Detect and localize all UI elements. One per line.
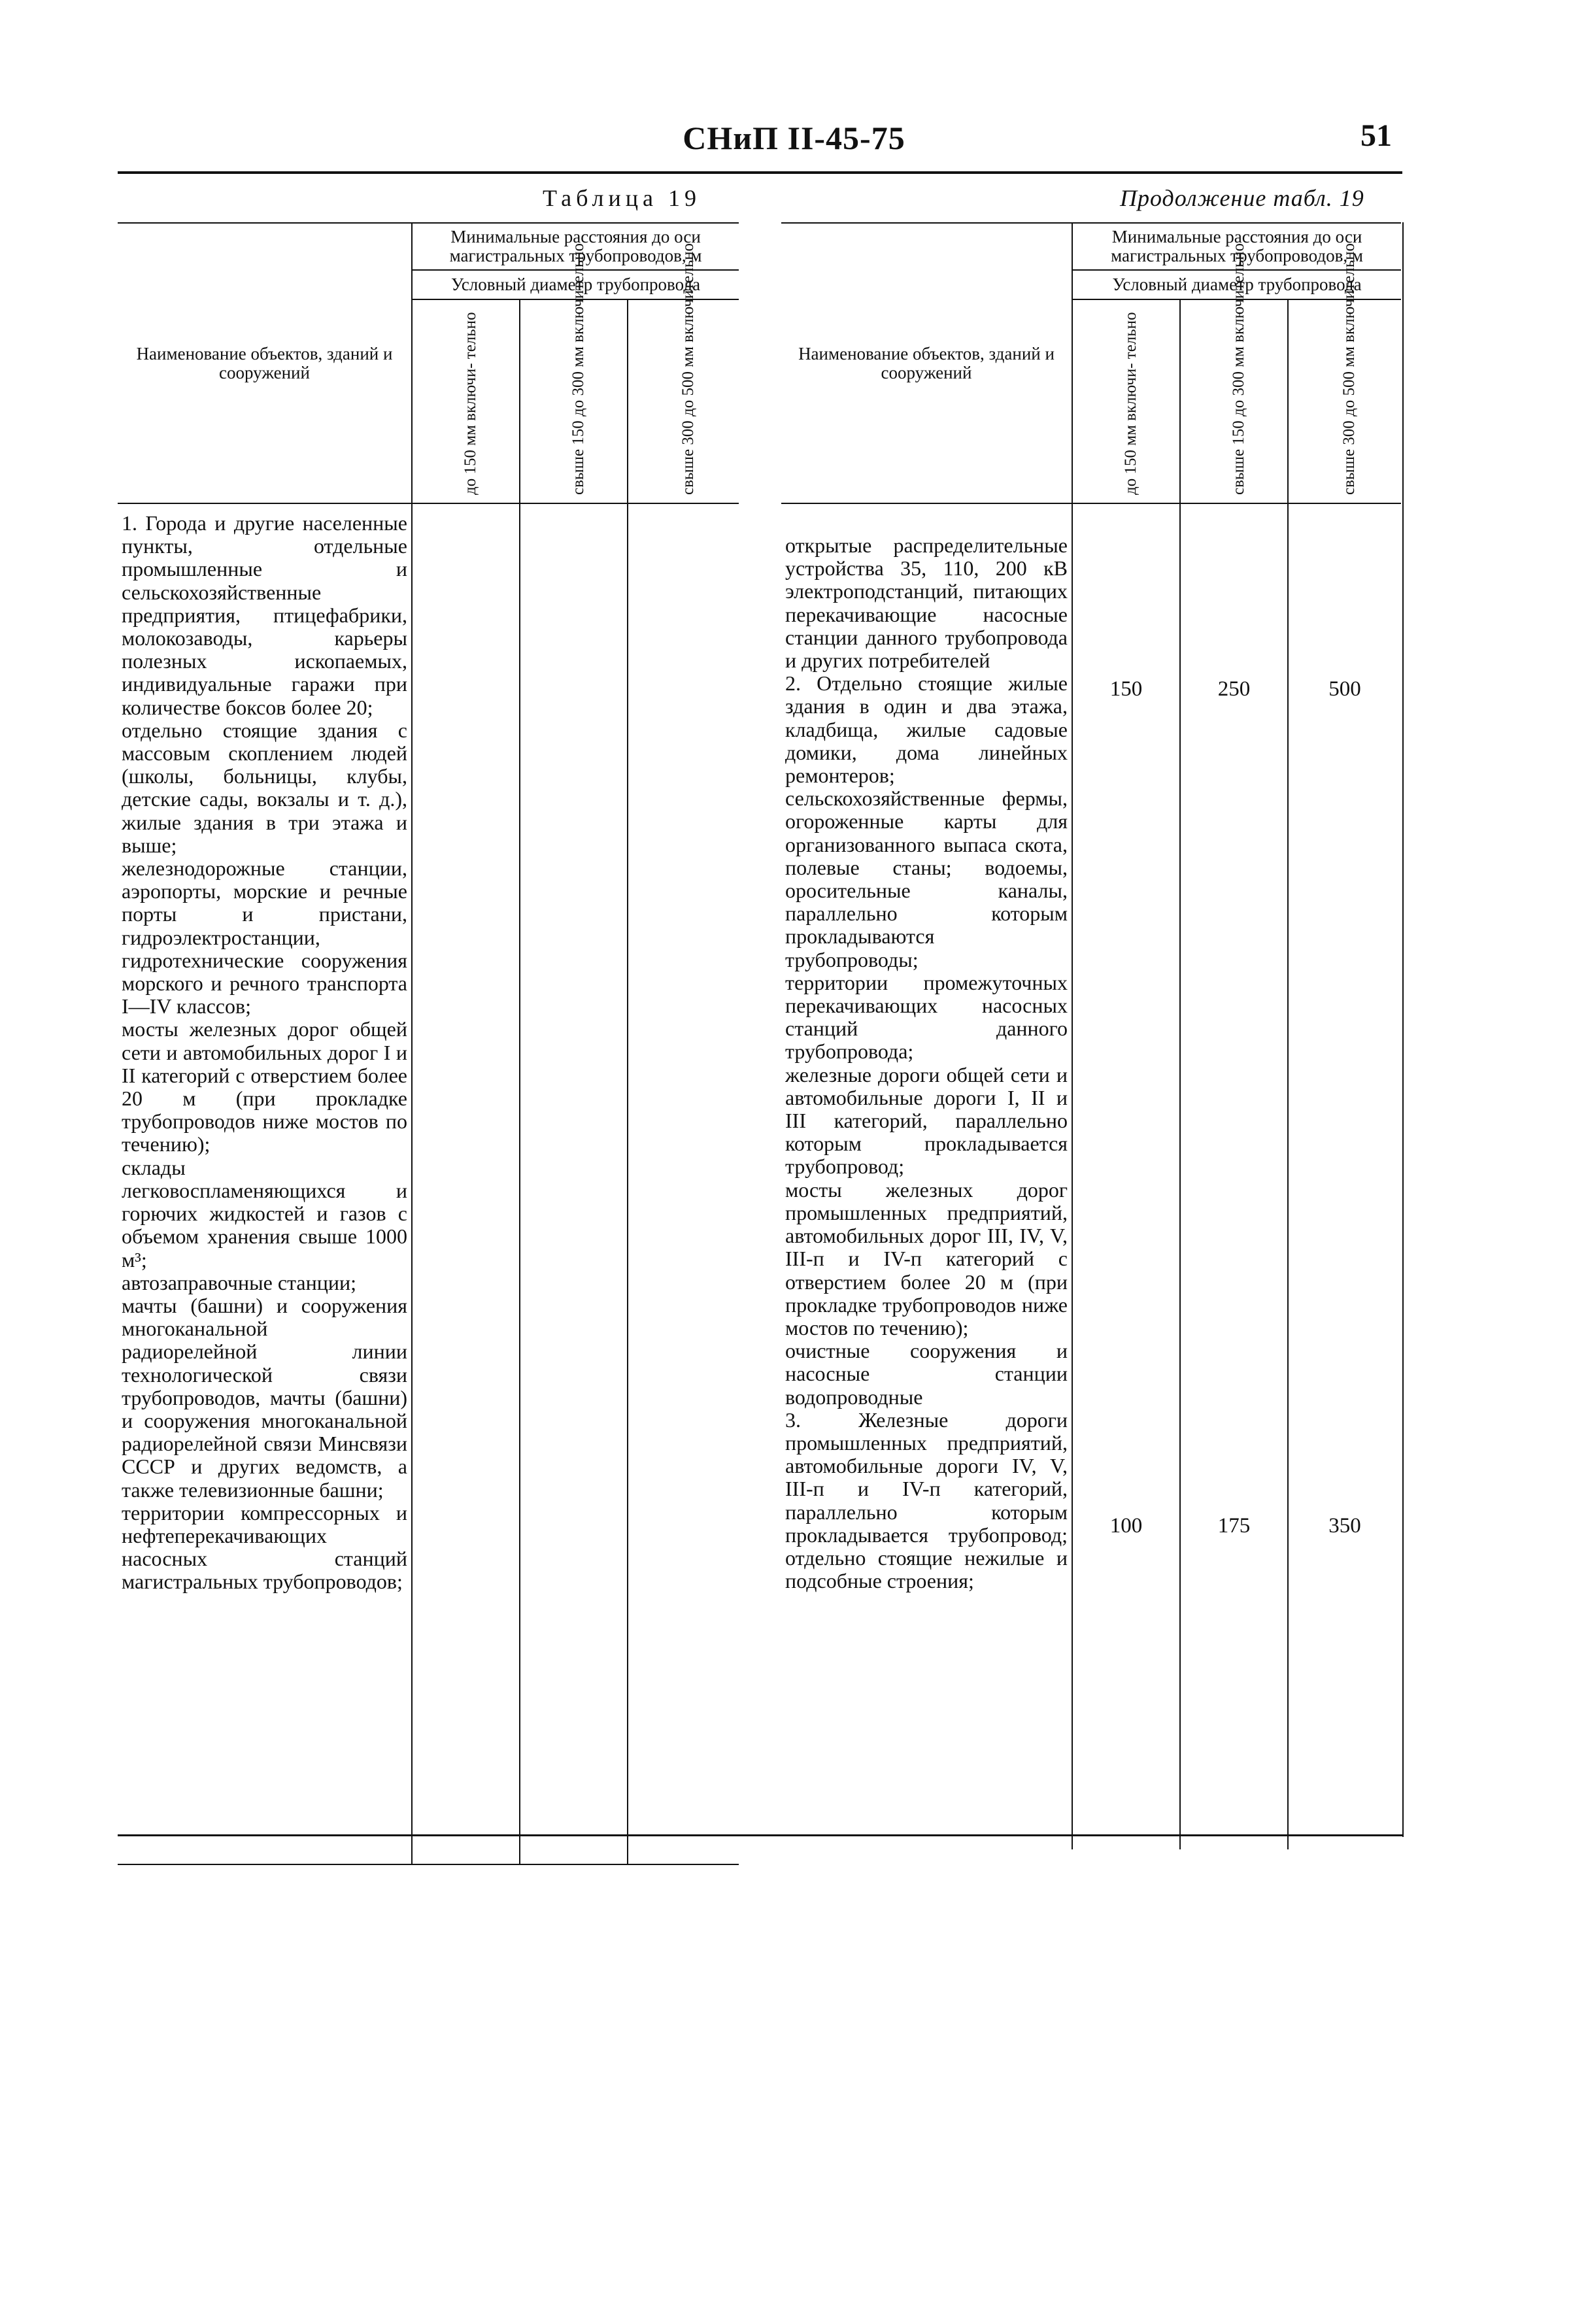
left-value-cell: [520, 503, 628, 1864]
right-paragraph: 2. Отдельно стоящие жилые здания в один и два этажа, кладбища, жилые садовые домики, дома линейных ремонтеров; сельскохозяйственные фермы, огороженные карты для организованного выпаса скота, полевые станы; водоемы, оросительные каналы, параллельно которым прокладываются трубопроводы;: [785, 671, 1068, 971]
left-paragraph: мачты (башни) и сооружения многоканальной радиорелейной линии технологической связи трубопроводов, мачты (башни) и сооружения многоканальной радиорелейной связи Минсвязи СССР и других ведомств, а также телевизионные башни;: [122, 1293, 407, 1502]
left-paragraph: автозаправочные станции;: [122, 1270, 356, 1294]
right-value-block1-d500: 500: [1328, 677, 1361, 701]
right-table-caption: Продолжение табл. 19: [1120, 185, 1364, 211]
right-diam-col-1: до 150 мм включи- тельно: [1072, 299, 1180, 503]
right-value-col-1: [1072, 503, 1180, 1849]
right-row-text: [781, 503, 1072, 1849]
right-diam-col-3: свыше 300 до 500 мм включительно: [1288, 299, 1401, 503]
left-table-caption: Таблица 19: [543, 185, 701, 211]
document-code: СНиП II-45-75: [683, 120, 905, 156]
right-value-block1-d300: 250: [1217, 677, 1251, 701]
left-value-cell: [628, 503, 739, 1864]
right-paragraph: открытые распределительные устройства 35, 110, 200 кВ электроподстанций, питающих перекачивающие насосные станции данного трубопровода и других потребителей: [785, 533, 1068, 673]
right-min-distance-header: Минимальные расстояния до оси магистральных трубопроводов, м: [1072, 223, 1401, 270]
right-value-col-2: [1180, 503, 1288, 1849]
left-paragraph: склады легковоспламеняющихся и горючих жидкостей и газов с объемом хранения свыше 1000 м³;: [122, 1155, 407, 1271]
left-value-cell: [412, 503, 520, 1864]
right-col-name-header: Наименование объектов, зданий и сооружений: [781, 223, 1072, 503]
right-paragraph: 3. Железные дороги промышленных предприятий, автомобильные дороги IV, V, III-п и IV-п категорий, параллельно которым прокладывается трубопровод; отдельно стоящие нежилые и подсобные строения;: [785, 1407, 1068, 1593]
right-value-block2-d300: 175: [1217, 1514, 1251, 1538]
left-paragraph: отдельно стоящие здания с массовым скоплением людей (школы, больницы, клубы, детские сады, вокзалы и т. д.), жилые здания в три этажа и выше;: [122, 718, 407, 857]
right-diam-col-2: свыше 150 до 300 мм включительно: [1180, 299, 1288, 503]
right-value-col-3: [1288, 503, 1401, 1849]
bottom-rule: [118, 1834, 1402, 1836]
page-number: 51: [1360, 118, 1392, 153]
right-value-block1-d150: 150: [1109, 677, 1143, 701]
left-row-1-text: [118, 503, 412, 1864]
left-min-distance-header: Минимальные расстояния до оси магистральных трубопроводов, м: [412, 223, 739, 270]
left-table: [118, 222, 739, 1865]
left-paragraph: железнодорожные станции, аэропорты, морские и речные порты и пристани, гидроэлектростанции, гидротехнические сооружения морского и речного транспорта I—IV классов;: [122, 856, 407, 1019]
right-paragraph: территории промежуточных перекачивающих насосных станций данного трубопровода;: [785, 970, 1068, 1064]
left-col-name-header: Наименование объектов, зданий и сооружений: [118, 223, 412, 503]
left-paragraph: 1. Города и другие населенные пункты, отдельные промышленные и сельскохозяйственные предприятия, птицефабрики, молокозаводы, карьеры полезных ископаемых, индивидуальные гаражи при количестве боксов более 20;: [122, 511, 407, 719]
right-value-block2-d500: 350: [1328, 1514, 1361, 1538]
left-nominal-diameter-header: Условный диаметр трубопровода: [412, 270, 739, 299]
right-nominal-diameter-header: Условный диаметр трубопровода: [1072, 270, 1401, 299]
header-rule: [118, 171, 1402, 174]
right-paragraph: мосты железных дорог промышленных предприятий, автомобильных дорог III, IV, V, III-п и IV-п категорий с отверстием более 20 м (при прокладке трубопроводов ниже мостов по течению);: [785, 1177, 1068, 1339]
left-diam-col-3: свыше 300 до 500 мм включительно: [628, 299, 739, 503]
right-value-block2-d150: 100: [1109, 1514, 1143, 1538]
left-paragraph: мосты железных дорог общей сети и автомобильных дорог I и II категорий с отверстием более 20 м (при прокладке трубопроводов ниже мостов по течению);: [122, 1017, 407, 1156]
left-paragraph: территории компрессорных и нефтеперекачивающих насосных станций магистральных трубопроводов;: [122, 1500, 407, 1594]
right-paragraph: железные дороги общей сети и автомобильные дороги I, II и III категорий, параллельно которым прокладывается трубопровод;: [785, 1062, 1068, 1179]
right-table-wrapper: [781, 222, 1404, 1837]
left-diam-col-1: до 150 мм включи- тельно: [412, 299, 520, 503]
right-paragraph: очистные сооружения и насосные станции водопроводные: [785, 1339, 1068, 1409]
left-diam-col-2: свыше 150 до 300 мм включительно: [520, 299, 628, 503]
right-table: [781, 222, 1401, 1849]
